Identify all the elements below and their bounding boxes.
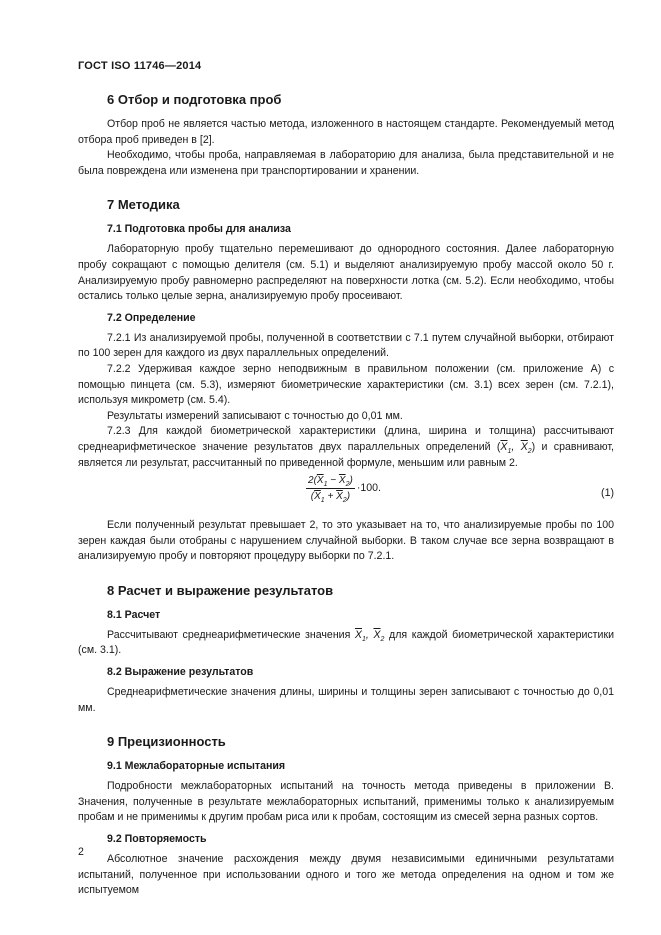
section-9-1-title: 9.1 Межлабораторные испытания [107,760,286,773]
formula-multiplier: ·100. [356,481,381,494]
section-7-title: 7 Методика [107,197,180,213]
clause-7-2-3: 7.2.3 Для каждой биометрической характеристики (длина, ширина и толщина) рассчитывают среднеарифметическое значение результатов двух параллельных определений ($\overline{X}_1$, $\overline{X}_2$) и сравнивают, является ли результат, рассчитанный по приведенной формуле, меньшим или равным 2. [78,425,614,469]
section-7-1-paragraph: Лабораторную пробу тщательно перемешивают до однородного состояния. Далее лабораторную пробу сокращают с помощью делителя (см. 5.1) и выделяют анализируемую пробу массой около 50 г. Анализируемую пробу равномерно распределяют на поверхности лотка (см. 5.2). Если необходимо, чтобы остались только целые зерна, анализируемую пробу просеивают. [78,243,614,303]
document-header: ГОСТ ISO 11746—2014 [78,60,202,72]
clause-7-2-1: 7.2.1 Из анализируемой пробы, полученной в соответствии с 7.1 путем случайной выборки, отбирают по 100 зерен для каждого из двух параллельных определений. [78,331,614,360]
section-8-1-paragraph: Рассчитывают среднеарифметические значения $\overline{X}_1$, $\overline{X}_2$ для каждой биометрической характеристики (см. 3.1). [78,628,614,657]
page-number: 2 [78,846,84,858]
formula-number: (1) [601,487,614,500]
clause-7-2-2-precision: Результаты измерений записывают с точностью до 0,01 мм. [107,409,403,422]
section-8-2-paragraph: Среднеарифметические значения длины, ширины и толщины зерен записывают с точностью до 0,01 мм. [78,686,614,714]
formula-1 [78,474,614,514]
section-6-paragraph-2: Необходимо, чтобы проба, направляемая в лабораторию для анализа, была представительной и не была повреждена или изменена при транспортировании и хранении. [78,149,614,177]
section-7-1-title: 7.1 Подготовка пробы для анализа [107,223,291,236]
clause-7-2-2: 7.2.2 Удерживая каждое зерно неподвижным в правильном положении (см. приложение А) с помощью пинцета (см. 5.3), измеряют биометрические характеристики (см. 3.1) всех зерен (см. 7.2.1), используя микрометр (см. 5.4). [78,362,614,407]
formula-expression [306,474,381,503]
section-9-2-title: 9.2 Повторяемость [107,833,207,846]
section-9-title: 9 Прецизионность [107,734,226,750]
document-body [78,91,614,899]
section-8-title: 8 Расчет и выражение результатов [107,582,334,598]
formula-fraction [306,474,355,503]
section-6-title: 6 Отбор и подготовка проб [107,92,282,107]
section-8-1-title: 8.1 Расчет [107,608,161,621]
section-6-paragraph-1: Отбор проб не является частью метода, изложенного в настоящем стандарте. Рекомендуемый метод отбора проб приведен в [2]. [78,118,614,146]
section-9-2-paragraph: Абсолютное значение расхождения между двумя независимыми единичными результатами испытаний, полученное при использовании одного и того же метода определения на одном и том же испытуемом [78,853,614,897]
section-7-2-title: 7.2 Определение [107,311,196,324]
formula-numerator: $2(\overline{X}_1 - \overline{X}_2)$ [308,475,353,489]
clause-7-2-3-conclusion: Если полученный результат превышает 2, то это указывает на то, что анализируемые пробы по 100 зерен каждая были отобраны с нарушением случайной выборки. В таком случае все зерна возвращают в анализируемую пробу и повторяют процедуру выборки по 7.2.1. [78,519,614,563]
section-8-2-title: 8.2 Выражение результатов [107,666,254,679]
section-9-1-paragraph: Подробности межлабораторных испытаний на точность метода приведены в приложении В. Значения, полученные в результате межлабораторных испытаний, применимы только к анализируемым пробам и не применимы к другим пробам риса или к пробам, состоящим из смесей зерна разных сортов. [78,780,614,824]
formula-denominator: $(\overline{X}_1 + \overline{X}_2)$ [310,491,351,505]
